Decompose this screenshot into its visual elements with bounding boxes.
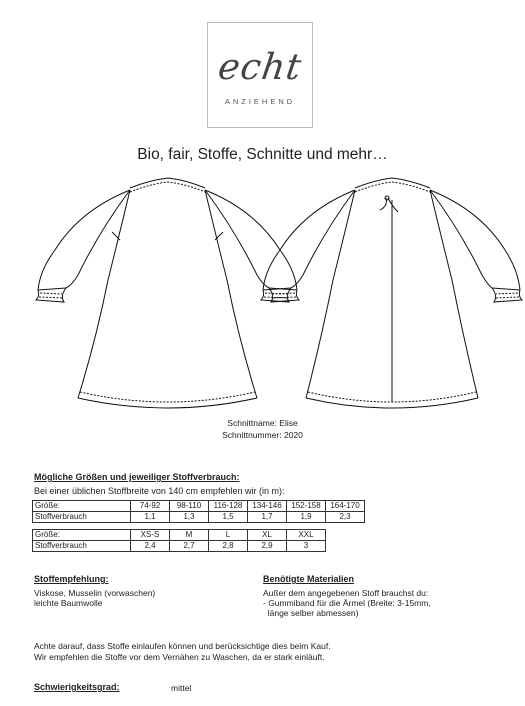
fabric-heading: Stoffempfehlung: [34,574,109,584]
table-cell: 152-158 [287,501,326,512]
size-table-children [32,500,365,523]
table-cell: 2,7 [170,541,209,552]
table-cell: 1,7 [248,512,287,523]
pattern-name: Schnittname: Elise [227,418,298,428]
table-cell: XXL [287,530,326,541]
table-cell: Größe: [33,530,131,541]
washing-note [34,641,331,663]
text-line: Wir empfehlen die Stoffe vor dem Vernähen zu Waschen, da er stark einläuft. [34,652,325,662]
table-cell: 116-128 [209,501,248,512]
table-cell: 1,1 [131,512,170,523]
table-cell: Größe: [33,501,131,512]
table-row [33,530,326,541]
pattern-number: Schnittnummer: 2020 [222,430,303,440]
table-cell: 3 [287,541,326,552]
table-row [33,512,365,523]
table-row [33,501,365,512]
text-line: leichte Baumwolle [34,598,103,608]
table-cell: 164-170 [326,501,365,512]
sizes-heading: Mögliche Größen und jeweiliger Stoffverbrauch: [34,472,240,482]
text-line: Viskose, Musselin (vorwaschen) [34,588,156,598]
table-cell: 1,3 [170,512,209,523]
sizes-intro: Bei einer üblichen Stoffbreite von 140 cm empfehlen wir (in m): [34,486,285,496]
fabric-recommendation [34,588,155,608]
table-cell: M [170,530,209,541]
table-cell: 1,9 [287,512,326,523]
dress-back-drawing [261,178,522,408]
difficulty-heading: Schwierigkeitsgrad: [34,682,120,692]
difficulty-value: mittel [171,683,192,693]
text-line: länge selber abmessen) [263,608,359,618]
table-cell: 2,9 [248,541,287,552]
dress-front-drawing [36,178,299,408]
table-cell: XL [248,530,287,541]
table-row [33,541,326,552]
logo-subtitle: ANZIEHEND [224,97,296,106]
materials-list [263,588,431,618]
table-cell: Stoffverbrauch [33,512,131,523]
garment-drawings [0,170,525,415]
table-cell: 74-92 [131,501,170,512]
size-table-adults [32,529,326,552]
materials-heading: Benötigte Materialien [263,574,355,584]
tagline: Bio, fair, Stoffe, Schnitte und mehr… [137,146,388,163]
text-line: - Gummiband für die Ärmel (Breite: 3-15mm, [263,598,431,608]
text-line: Achte darauf, dass Stoffe einlaufen können und berücksichtige dies beim Kauf. [34,641,331,651]
table-cell: 2,4 [131,541,170,552]
table-cell: Stoffverbrauch [33,541,131,552]
table-cell: L [209,530,248,541]
text-line: Außer dem angegebenen Stoff brauchst du: [263,588,429,598]
logo-script: echt [215,47,305,88]
table-cell: XS-S [131,530,170,541]
table-cell: 134-146 [248,501,287,512]
table-cell: 98-110 [170,501,209,512]
table-cell: 2,8 [209,541,248,552]
logo [207,22,313,128]
table-cell: 2,3 [326,512,365,523]
table-cell: 1,5 [209,512,248,523]
